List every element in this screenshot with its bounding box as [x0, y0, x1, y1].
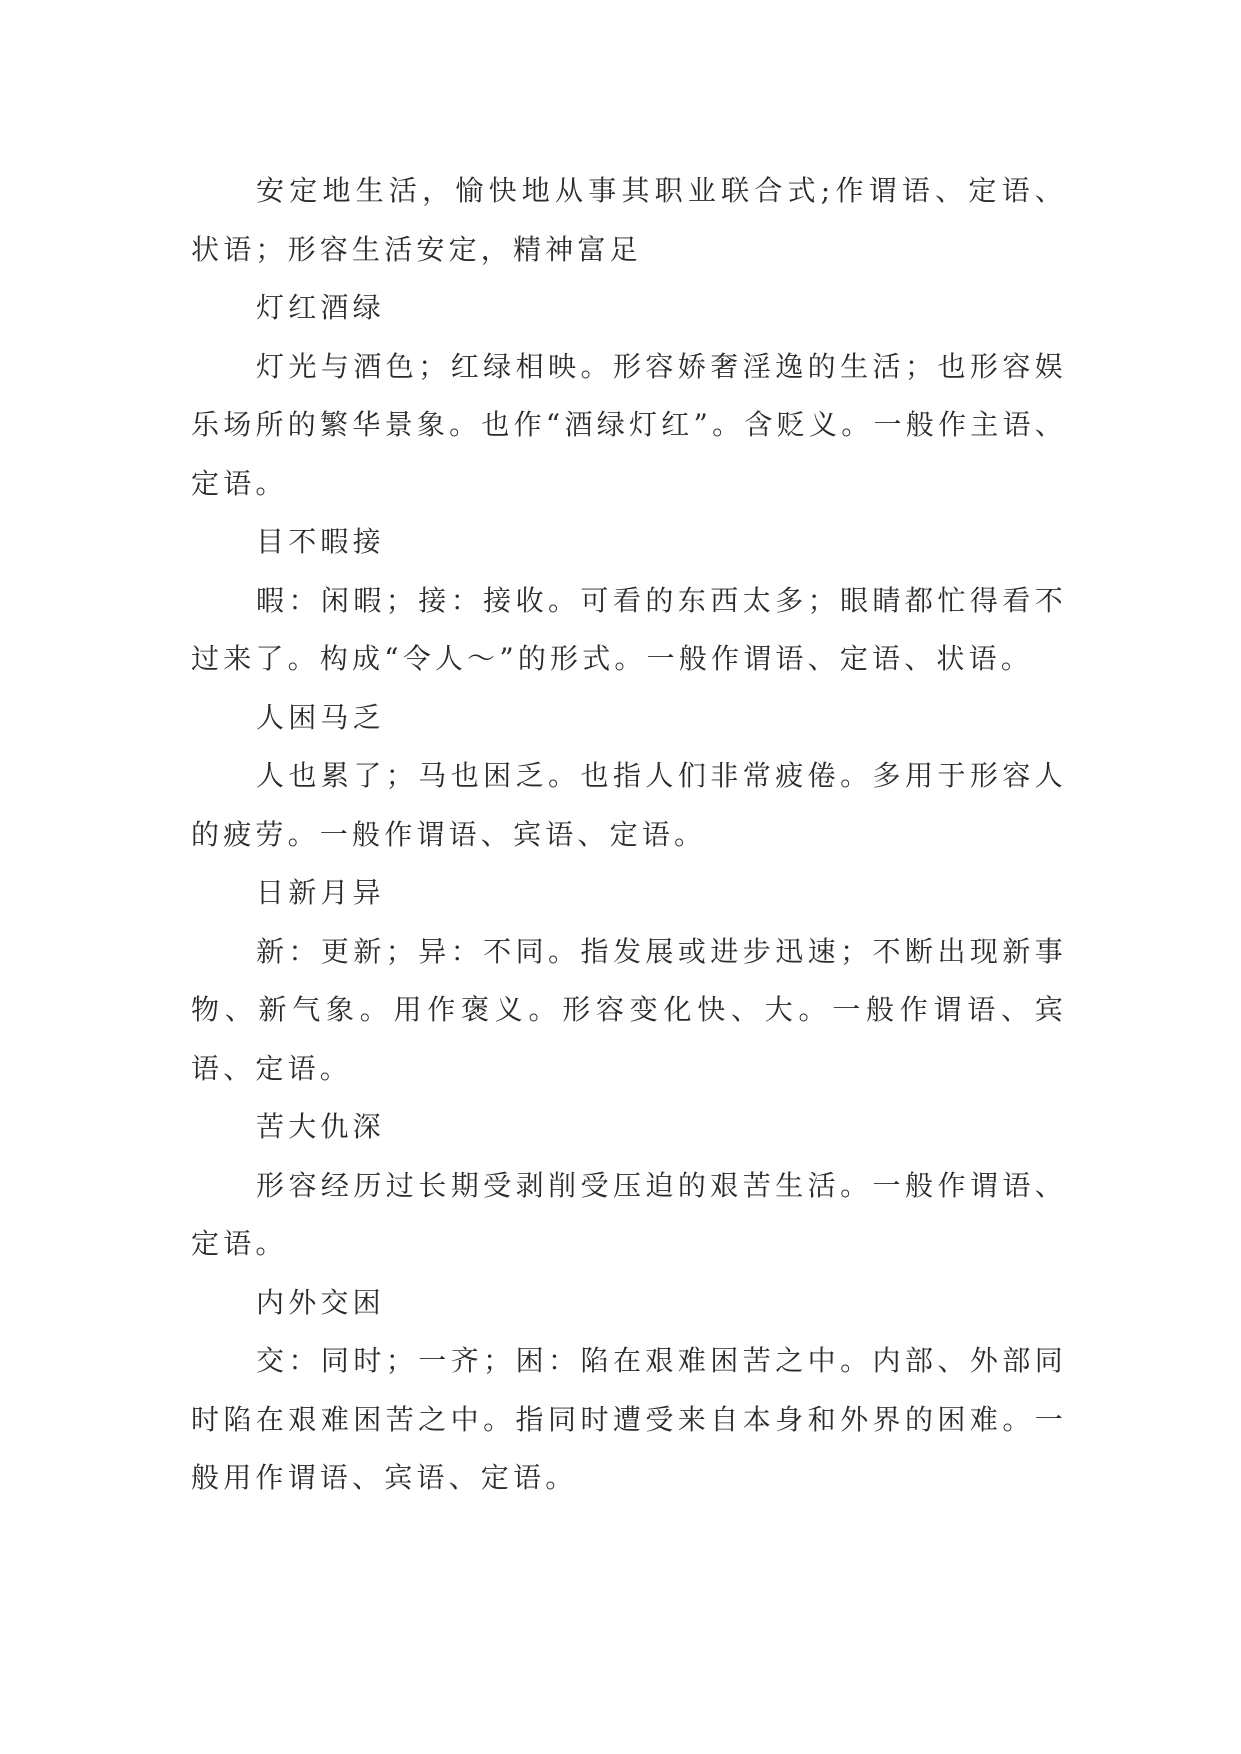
paragraph-definition: 形容经历过长期受剥削受压迫的艰苦生活。一般作谓语、定语。 — [191, 1168, 1067, 1260]
idiom-heading: 苦大仇深 — [256, 1110, 385, 1143]
idiom-heading: 日新月异 — [256, 876, 385, 909]
paragraph-definition: 新：更新；异：不同。指发展或进步迅速；不断出现新事物、新气象。用作褒义。形容变化快、大。一般作谓语、宾语、定语。 — [191, 934, 1067, 1085]
paragraph-definition: 人也累了；马也困乏。也指人们非常疲倦。多用于形容人的疲劳。一般作谓语、宾语、定语。 — [191, 759, 1067, 851]
paragraph-definition: 暇：闲暇；接：接收。可看的东西太多；眼睛都忙得看不过来了。构成“令人～”的形式。一般作谓语、定语、状语。 — [191, 583, 1067, 675]
idiom-heading: 内外交困 — [256, 1285, 385, 1319]
idiom-heading: 灯红酒绿 — [256, 291, 385, 324]
paragraph-definition: 安定地生活，愉快地从事其职业联合式;作谓语、定语、状语；形容生活安定，精神富足 — [191, 174, 1067, 266]
idiom-heading: 人困马乏 — [256, 700, 385, 734]
document-body — [191, 162, 1067, 1508]
paragraph-definition: 交：同时；一齐；困：陷在艰难困苦之中。内部、外部同时陷在艰难困苦之中。指同时遭受来自本身和外界的困难。一般用作谓语、宾语、定语。 — [191, 1344, 1067, 1494]
idiom-heading: 目不暇接 — [256, 525, 385, 558]
paragraph-definition: 灯光与酒色；红绿相映。形容娇奢淫逸的生活；也形容娱乐场所的繁华景象。也作“酒绿灯红”。含贬义。一般作主语、定语。 — [191, 349, 1067, 500]
